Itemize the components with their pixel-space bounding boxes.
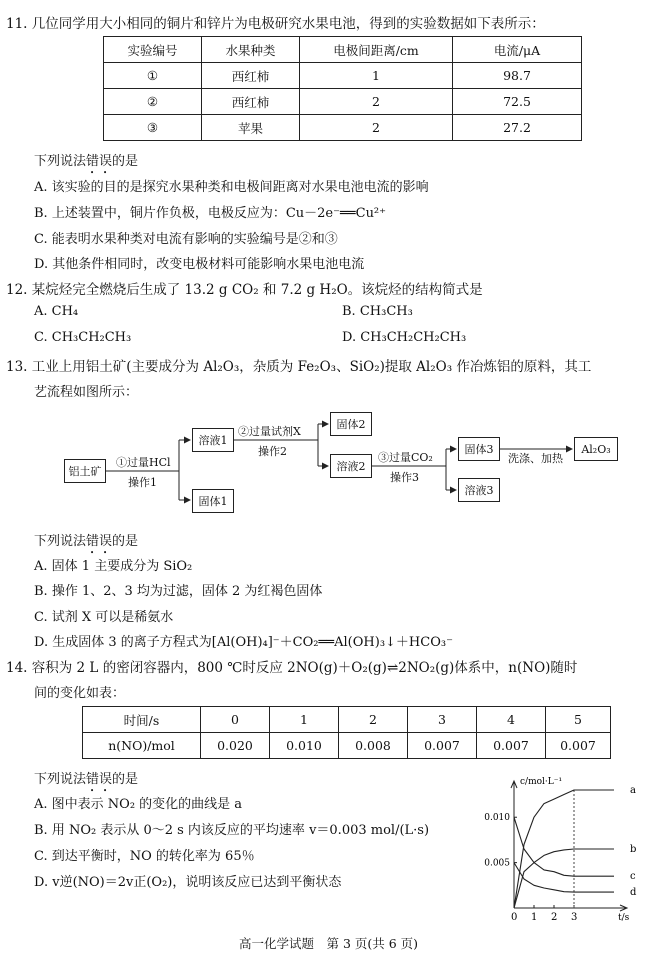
q11-option-b: B. 上述装置中，铜片作负极，电极反应为：Cu－2e⁻══Cu²⁺ — [34, 206, 387, 221]
flow-box-solid2: 固体2 — [330, 412, 372, 436]
series-label-a: a — [630, 785, 636, 796]
flow-label-step4: 洗涤、加热 — [508, 452, 563, 465]
concentration-chart — [484, 770, 650, 923]
process-flow-diagram — [0, 400, 657, 520]
q14-option-d: D. v逆(NO)＝2v正(O₂)，说明该反应已达到平衡状态 — [34, 875, 342, 890]
q13-option-d: D. 生成固体 3 的离子方程式为[Al(OH)₄]⁻＋CO₂══Al(OH)₃↓＋HCO₃⁻ — [34, 635, 453, 650]
q11-cell: 27.2 — [453, 115, 582, 141]
q14-header-cell: 3 — [408, 707, 477, 733]
x-tick-label: 1 — [531, 912, 538, 923]
flow-label-step3: ③过量CO₂ — [378, 451, 433, 464]
q11-option-a: A. 该实验的目的是探究水果种类和电极间距离对水果电池电流的影响 — [34, 180, 429, 195]
flow-box-solution1: 溶液1 — [192, 428, 234, 452]
flow-box-solid1: 固体1 — [192, 489, 234, 513]
q11-cell: 2 — [300, 89, 453, 115]
flow-box-solution2: 溶液2 — [330, 454, 372, 478]
flow-label-op1: 操作1 — [128, 476, 157, 489]
q11-cell: ③ — [104, 115, 202, 141]
q14-stem-line1: 14. 容积为 2 L 的密闭容器内，800 ℃时反应 2NO(g)＋O₂(g)⇌2NO₂(g)体系中，n(NO)随时 — [6, 660, 578, 676]
y-axis-label: c/mol·L⁻¹ — [520, 777, 563, 787]
q11-cell: ② — [104, 89, 202, 115]
q11-cell: 98.7 — [453, 63, 582, 89]
flow-box-product: Al₂O₃ — [574, 437, 618, 461]
q14-option-a: A. 图中表示 NO₂ 的变化的曲线是 a — [34, 797, 243, 812]
q12-option-a: A. CH₄ — [34, 304, 79, 319]
q11-cell: 西红柿 — [202, 89, 300, 115]
q11-cell: 苹果 — [202, 115, 300, 141]
q14-cell: 0.007 — [408, 733, 477, 759]
flow-box-start: 铝土矿 — [64, 459, 106, 483]
q14-header-cell: 2 — [339, 707, 408, 733]
q12-option-d: D. CH₃CH₂CH₂CH₃ — [342, 330, 467, 345]
series-label-c: c — [630, 871, 636, 883]
q13-option-b: B. 操作 1、2、3 均为过滤，固体 2 为红褐色固体 — [34, 584, 323, 599]
q14-header-cell: 时间/s — [83, 707, 201, 733]
x-tick-label: 3 — [571, 912, 578, 923]
series-line-b — [514, 849, 614, 908]
q11-cell: 西红柿 — [202, 63, 300, 89]
q11-cell: 2 — [300, 115, 453, 141]
q11-header-cell: 电流/μA — [453, 37, 582, 63]
q14-stem-line2: 间的变化如表： — [34, 686, 126, 701]
q11-stem: 11. 几位同学用大小相同的铜片和锌片为电极研究水果电池，得到的实验数据如下表所示： — [6, 16, 545, 32]
q14-row-label: n(NO)/mol — [83, 733, 201, 759]
x-tick-label: 0 — [511, 912, 518, 923]
flow-label-op2: 操作2 — [258, 445, 287, 458]
flow-label-step1: ①过量HCl — [116, 456, 171, 469]
page-footer: 高一化学试题 第 3 页(共 6 页) — [238, 936, 419, 951]
q13-option-a: A. 固体 1 主要成分为 SiO₂ — [34, 559, 193, 574]
q14-header-cell: 1 — [270, 707, 339, 733]
q13-ask: 下列说法错误的是 — [34, 534, 139, 549]
q14-header-cell: 0 — [201, 707, 270, 733]
q14-table — [82, 706, 611, 759]
x-tick-label: 2 — [551, 912, 558, 923]
q13-stem-line1: 13. 工业上用铝土矿(主要成分为 Al₂O₃，杂质为 Fe₂O₃、SiO₂)提取 Al₂O₃ 作冶炼铝的原料，其工 — [6, 359, 592, 375]
q11-cell: ① — [104, 63, 202, 89]
q11-option-c: C. 能表明水果种类对电流有影响的实验编号是②和③ — [34, 232, 338, 247]
q11-option-d: D. 其他条件相同时，改变电极材料可能影响水果电池电流 — [34, 257, 365, 272]
q11-header-cell: 水果种类 — [202, 37, 300, 63]
q14-header-cell: 4 — [477, 707, 546, 733]
q11-header-cell: 实验编号 — [104, 37, 202, 63]
series-label-d: d — [630, 887, 637, 899]
series-label-b: b — [630, 844, 637, 855]
q14-cell: 0.007 — [477, 733, 546, 759]
q14-cell: 0.008 — [339, 733, 408, 759]
q11-cell: 1 — [300, 63, 453, 89]
q11-table — [103, 36, 582, 141]
q12-stem: 12. 某烷烃完全燃烧后生成了 13.2 g CO₂ 和 7.2 g H₂O。该烷烃的结构简式是 — [6, 282, 483, 298]
flow-label-step2: ②过量试剂X — [238, 425, 301, 438]
q13-stem-line2: 艺流程如图所示： — [34, 385, 139, 400]
q12-option-c: C. CH₃CH₂CH₃ — [34, 330, 132, 345]
x-axis-label: t/s — [618, 913, 630, 923]
q14-cell: 0.020 — [201, 733, 270, 759]
flow-box-solid3: 固体3 — [458, 437, 500, 461]
flow-label-op3: 操作3 — [390, 471, 419, 484]
q11-cell: 72.5 — [453, 89, 582, 115]
q13-option-c: C. 试剂 X 可以是稀氨水 — [34, 610, 174, 625]
q14-header-cell: 5 — [546, 707, 611, 733]
q14-ask: 下列说法错误的是 — [34, 772, 139, 787]
q14-option-b: B. 用 NO₂ 表示从 0～2 s 内该反应的平均速率 v＝0.003 mol/(L·s) — [34, 823, 430, 838]
q14-option-c: C. 到达平衡时，NO 的转化率为 65％ — [34, 849, 255, 864]
y-tick-label: 0.005 — [484, 858, 510, 869]
q11-ask: 下列说法错误的是 — [34, 154, 139, 169]
y-tick-label: 0.010 — [484, 813, 510, 824]
q14-cell: 0.007 — [546, 733, 611, 759]
flow-box-solution3: 溶液3 — [458, 478, 500, 502]
q11-header-cell: 电极间距离/cm — [300, 37, 453, 63]
q14-cell: 0.010 — [270, 733, 339, 759]
q12-option-b: B. CH₃CH₃ — [342, 304, 413, 319]
